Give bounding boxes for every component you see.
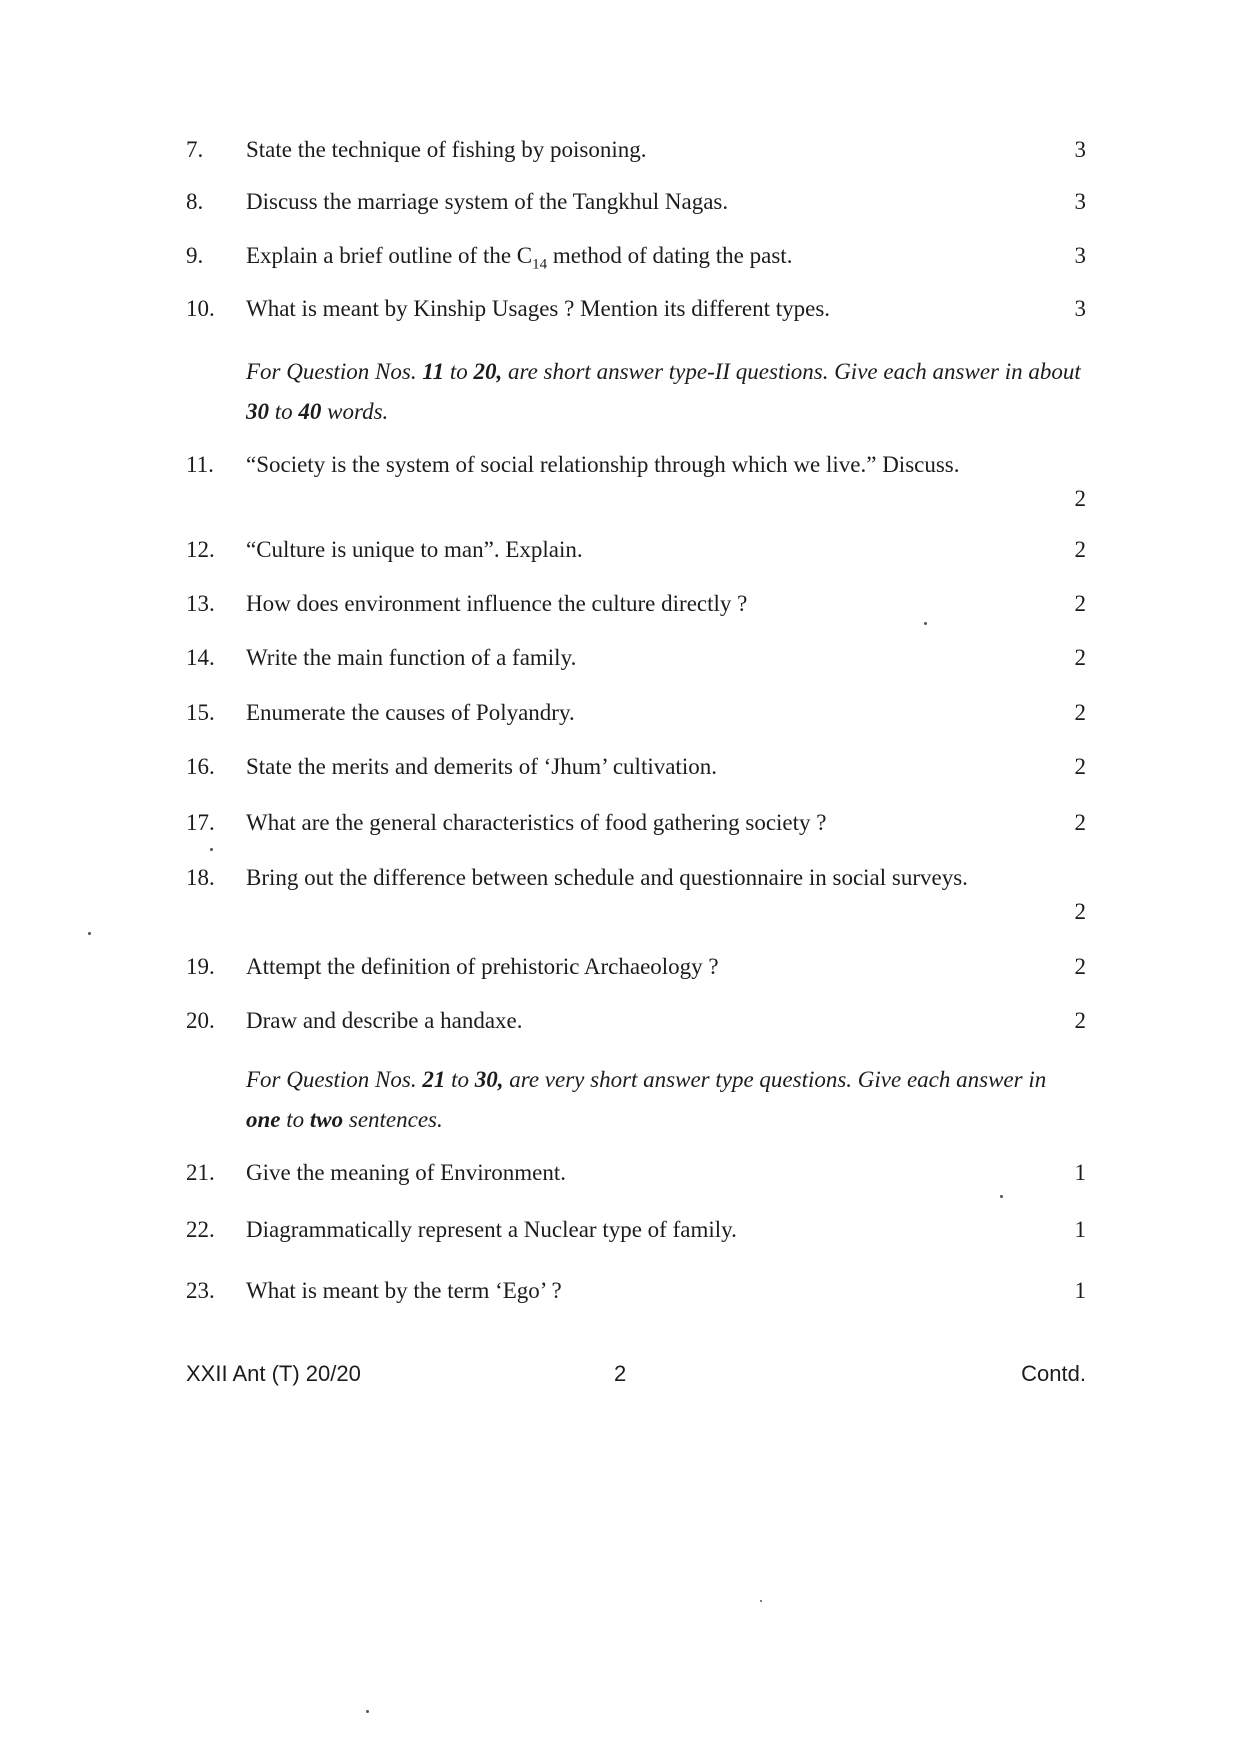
question-number: 17. (186, 810, 215, 835)
section-instruction-very-short-answer (246, 1060, 1086, 1140)
question-text: Enumerate the causes of Polyandry. (246, 700, 575, 725)
question-text: What is meant by the term ‘Ego’ ? (246, 1278, 562, 1303)
question-marks: 2 (1074, 899, 1086, 924)
instruction-text: For Question Nos. (246, 1067, 423, 1092)
question-text: Bring out the difference between schedule and questionnaire in social surveys. (246, 865, 968, 890)
question-16 (186, 747, 1086, 787)
question-number: 19. (186, 954, 215, 979)
question-marks: 2 (1074, 486, 1086, 511)
scan-speck (366, 1710, 369, 1713)
question-number: 22. (186, 1217, 215, 1242)
question-7 (186, 130, 1086, 170)
instruction-text: are very short answer type questions. Give each answer in (503, 1067, 1047, 1092)
question-15 (186, 693, 1086, 733)
question-19 (186, 947, 1086, 987)
continued-label: Contd. (1021, 1361, 1086, 1386)
question-marks: 2 (1074, 591, 1086, 616)
instruction-range-from: 21 (422, 1067, 446, 1092)
question-marks: 2 (1074, 1008, 1086, 1033)
question-14 (186, 638, 1086, 678)
scan-speck (924, 622, 927, 625)
question-marks: 2 (1074, 810, 1086, 835)
question-17 (186, 803, 1086, 843)
question-text: Write the main function of a family. (246, 645, 577, 670)
question-11 (186, 445, 1086, 511)
carbon-isotope-subscript: 14 (532, 256, 548, 273)
instruction-text: sentences. (343, 1107, 443, 1132)
question-18 (186, 858, 1086, 924)
question-text: Give the meaning of Environment. (246, 1160, 567, 1185)
question-marks: 3 (1074, 189, 1086, 214)
question-23 (186, 1271, 1086, 1311)
question-number: 11. (186, 452, 214, 477)
instruction-range-to: 20, (473, 359, 503, 384)
question-marks: 1 (1074, 1160, 1086, 1185)
section-instruction-short-answer-ii (246, 352, 1086, 432)
question-marks: 2 (1074, 700, 1086, 725)
question-marks: 3 (1074, 137, 1086, 162)
question-number: 14. (186, 645, 215, 670)
question-marks: 3 (1074, 296, 1086, 321)
scan-speck (210, 848, 213, 851)
question-marks: 2 (1074, 754, 1086, 779)
question-text: Attempt the definition of prehistoric Archaeology ? (246, 954, 719, 979)
question-8 (186, 182, 1086, 222)
question-text: “Society is the system of social relationship through which we live.” Discuss. (246, 452, 960, 477)
question-text (246, 236, 792, 276)
instruction-text: For Question Nos. (246, 359, 423, 384)
question-text-end: method of dating the past. (547, 243, 793, 268)
question-text: Draw and describe a handaxe. (246, 1008, 523, 1033)
question-marks: 1 (1074, 1278, 1086, 1303)
instruction-text: words. (321, 399, 389, 424)
question-number: 16. (186, 754, 215, 779)
question-marks: 2 (1074, 645, 1086, 670)
question-marks: 2 (1074, 537, 1086, 562)
instruction-emphasis-two: two (309, 1107, 344, 1132)
paper-code: XXII Ant (T) 20/20 (186, 1361, 361, 1386)
instruction-words-from: 30 (246, 399, 269, 424)
question-number: 20. (186, 1008, 215, 1033)
instruction-text: to (444, 359, 474, 384)
question-text: State the merits and demerits of ‘Jhum’ cultivation. (246, 754, 717, 779)
instruction-words-to: 40 (298, 399, 322, 424)
instruction-range-to: 30, (474, 1067, 504, 1092)
scan-speck (88, 932, 91, 935)
instruction-range-from: 11 (422, 359, 445, 384)
scan-speck (760, 1600, 762, 1602)
question-number: 23. (186, 1278, 215, 1303)
question-22 (186, 1210, 1086, 1250)
instruction-text: to (280, 1107, 310, 1132)
question-number: 21. (186, 1160, 215, 1185)
instruction-text: are short answer type-II questions. Give each answer in about (502, 359, 1081, 384)
question-marks: 2 (1074, 954, 1086, 979)
instruction-text: to (269, 399, 299, 424)
question-text: Discuss the marriage system of the Tangkhul Nagas. (246, 189, 729, 214)
instruction-emphasis-one: one (246, 1107, 281, 1132)
question-9 (186, 236, 1086, 276)
question-text-start: Explain a brief outline of the C (246, 243, 533, 268)
question-number: 12. (186, 537, 215, 562)
question-number: 7. (186, 137, 204, 162)
question-13 (186, 584, 1086, 624)
question-number: 10. (186, 296, 215, 321)
question-marks: 1 (1074, 1217, 1086, 1242)
page-number: 2 (614, 1361, 627, 1386)
question-marks: 3 (1074, 243, 1086, 268)
question-21 (186, 1153, 1086, 1193)
question-10 (186, 289, 1086, 329)
question-12 (186, 530, 1086, 570)
scan-speck (1000, 1195, 1003, 1198)
question-number: 15. (186, 700, 215, 725)
instruction-text: to (445, 1067, 475, 1092)
question-20 (186, 1001, 1086, 1041)
question-text: What is meant by Kinship Usages ? Mention its different types. (246, 296, 831, 321)
question-number: 13. (186, 591, 215, 616)
question-text: What are the general characteristics of food gathering society ? (246, 810, 827, 835)
question-text: Diagrammatically represent a Nuclear type of family. (246, 1217, 737, 1242)
question-number: 9. (186, 243, 204, 268)
question-text: “Culture is unique to man”. Explain. (246, 537, 583, 562)
question-number: 18. (186, 865, 215, 890)
question-number: 8. (186, 189, 204, 214)
question-text: How does environment influence the culture directly ? (246, 591, 748, 616)
question-text: State the technique of fishing by poisoning. (246, 137, 647, 162)
